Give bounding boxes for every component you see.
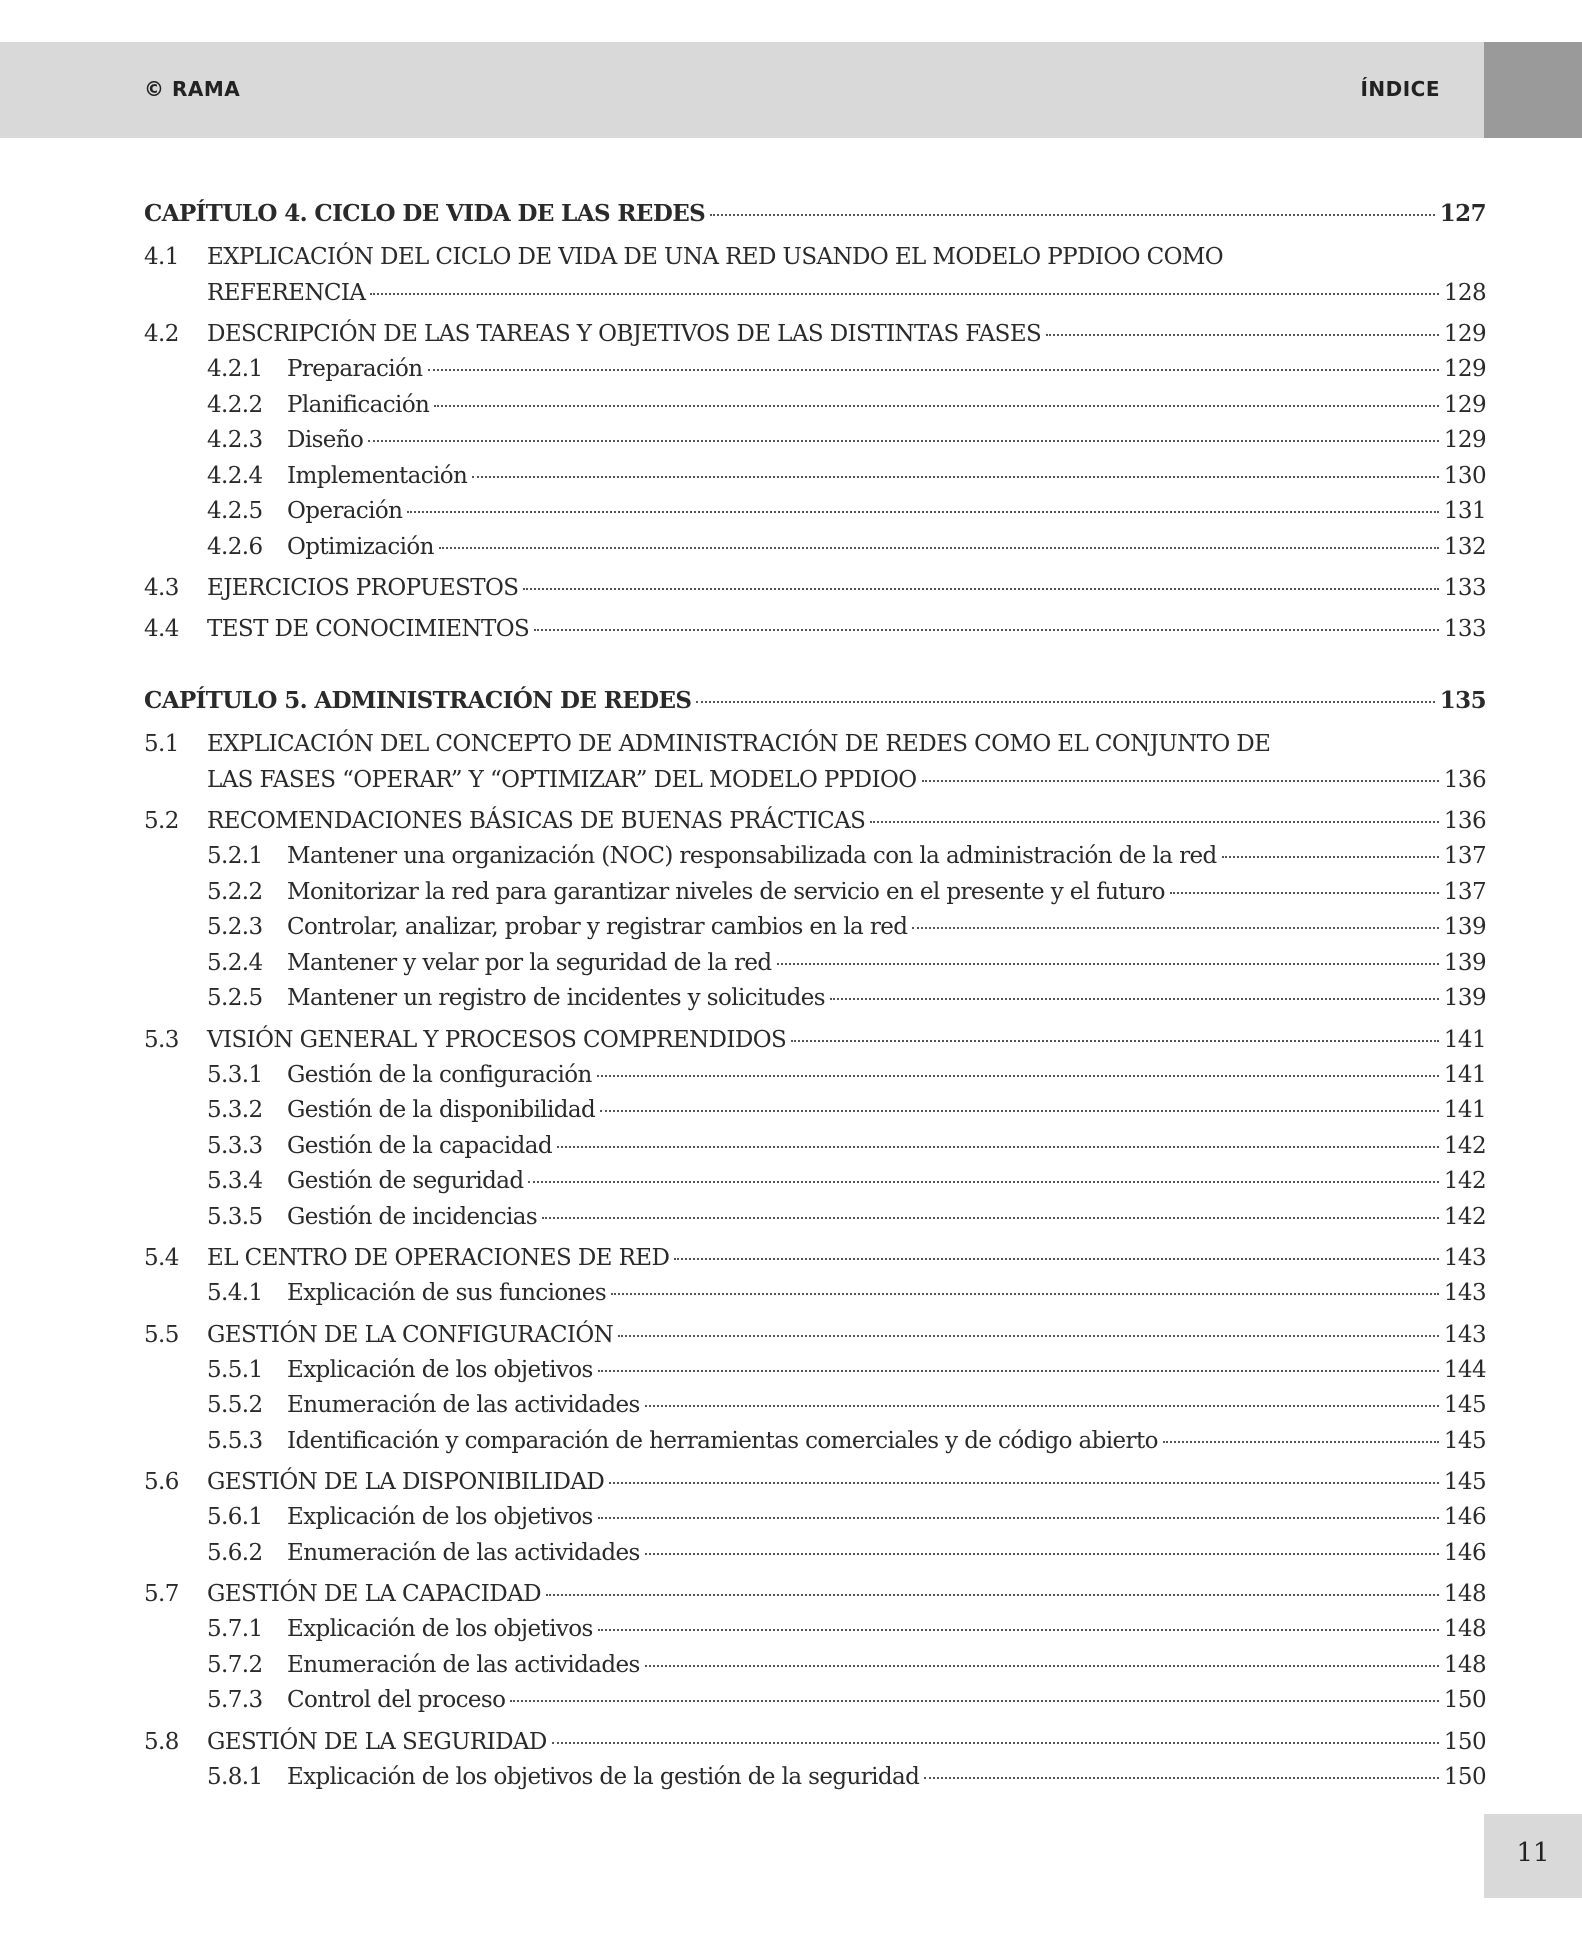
section-number: 5.6 [144, 1469, 179, 1495]
subsection-number: 5.7.2 [207, 1651, 263, 1678]
entry-title: Gestión de la capacidad [287, 1132, 553, 1159]
subsection-entry[interactable] [144, 423, 1486, 459]
entry-page: 144 [1443, 1356, 1486, 1383]
entry-title: Explicación de los objetivos [287, 1504, 593, 1530]
header-section-title: ÍNDICE [1360, 77, 1440, 101]
entry-title: GESTIÓN DE LA SEGURIDAD [207, 1728, 547, 1755]
toc-line [207, 762, 1486, 798]
entry-page: 145 [1443, 1427, 1486, 1454]
toc-line [207, 611, 1486, 647]
entry-title: GESTIÓN DE LA CONFIGURACIÓN [207, 1321, 614, 1348]
toc-line [144, 681, 1486, 721]
subsection-entry[interactable] [144, 1648, 1486, 1684]
section-entry[interactable] [144, 1240, 1486, 1276]
chapter-heading[interactable] [144, 194, 1486, 234]
toc-line [287, 1536, 1486, 1572]
section-number: 4.3 [144, 575, 179, 601]
dot-leader [830, 998, 1439, 1000]
entry-page: 143 [1443, 1280, 1486, 1306]
entry-title: VISIÓN GENERAL Y PROCESOS COMPRENDIDOS [207, 1026, 787, 1053]
section-number: 5.5 [144, 1321, 179, 1348]
entry-title: Explicación de los objetivos de la gestión de la seguridad [287, 1763, 920, 1790]
dot-leader [710, 214, 1435, 216]
entry-title: Gestión de la disponibilidad [287, 1097, 596, 1123]
dot-leader [434, 405, 1439, 407]
entry-page: 141 [1443, 1097, 1486, 1123]
dot-leader [407, 511, 1438, 513]
entry-title: GESTIÓN DE LA DISPONIBILIDAD [207, 1469, 605, 1495]
subsection-number: 5.2.3 [207, 914, 263, 940]
toc-line [287, 388, 1486, 424]
subsection-entry[interactable] [144, 981, 1486, 1017]
page-number: 11 [1516, 1838, 1550, 1868]
dot-leader [777, 963, 1439, 965]
subsection-number: 5.4.1 [207, 1280, 263, 1306]
toc-line [287, 1353, 1486, 1389]
entry-page: 150 [1443, 1687, 1486, 1713]
dot-leader [542, 1217, 1439, 1219]
subsection-entry[interactable] [144, 1058, 1486, 1094]
toc-line [287, 423, 1486, 459]
section-number: 5.8 [144, 1728, 179, 1755]
subsection-number: 5.3.5 [207, 1203, 263, 1230]
subsection-number: 5.8.1 [207, 1763, 263, 1790]
subsection-number: 5.6.1 [207, 1504, 263, 1530]
subsection-entry[interactable] [144, 946, 1486, 982]
section-number: 5.2 [144, 808, 179, 834]
chapter-block [144, 194, 1486, 647]
subsection-number: 5.7.3 [207, 1687, 263, 1713]
entry-page: 128 [1443, 280, 1486, 306]
page-number-box [1484, 1814, 1582, 1898]
dot-leader [922, 780, 1439, 782]
toc-line [287, 459, 1486, 495]
subsection-number: 4.2.5 [207, 498, 263, 524]
subsection-number: 4.2.3 [207, 427, 263, 453]
entry-page: 150 [1443, 1763, 1486, 1790]
dot-leader [510, 1700, 1439, 1702]
dot-leader [1222, 856, 1439, 858]
subsection-entry[interactable] [144, 1129, 1486, 1165]
subsection-number: 5.2.4 [207, 949, 263, 976]
entry-title: EL CENTRO DE OPERACIONES DE RED [207, 1245, 670, 1271]
entry-page: 129 [1443, 391, 1486, 418]
section-number: 5.1 [144, 731, 179, 757]
dot-leader [609, 1482, 1439, 1484]
entry-page: 129 [1443, 427, 1486, 453]
toc-line [287, 1424, 1486, 1460]
entry-title: DESCRIPCIÓN DE LAS TAREAS Y OBJETIVOS DE LAS DISTINTAS FASES [207, 321, 1042, 347]
toc-line [207, 1464, 1486, 1500]
page-header [0, 42, 1582, 138]
entry-title: EJERCICIOS PROPUESTOS [207, 575, 519, 601]
entry-page: 146 [1443, 1504, 1486, 1530]
entry-title: Mantener y velar por la seguridad de la red [287, 949, 772, 976]
subsection-entry[interactable] [144, 1353, 1486, 1389]
section-entry[interactable] [144, 803, 1486, 839]
section-number: 5.7 [144, 1581, 179, 1607]
entry-page: 136 [1443, 767, 1486, 793]
toc-line [144, 194, 1486, 234]
dot-leader [924, 1777, 1439, 1779]
subsection-entry[interactable] [144, 388, 1486, 424]
subsection-number: 5.7.1 [207, 1616, 263, 1642]
subsection-number: 5.3.2 [207, 1097, 263, 1123]
section-entry[interactable] [144, 1576, 1486, 1612]
entry-page: 132 [1443, 533, 1486, 560]
toc-line [287, 1129, 1486, 1165]
entry-title: Enumeración de las actividades [287, 1651, 640, 1678]
toc-line [287, 910, 1486, 946]
toc-line [287, 1648, 1486, 1684]
entry-page: 146 [1443, 1539, 1486, 1566]
dot-leader [557, 1146, 1439, 1148]
subsection-number: 5.6.2 [207, 1539, 263, 1566]
dot-leader [600, 1110, 1439, 1112]
entry-page: 141 [1443, 1026, 1486, 1053]
subsection-number: 5.2.2 [207, 878, 263, 905]
section-entry[interactable] [144, 611, 1486, 647]
subsection-number: 4.2.6 [207, 533, 263, 560]
subsection-entry[interactable] [144, 352, 1486, 388]
subsection-entry[interactable] [144, 839, 1486, 875]
section-entry[interactable] [144, 1022, 1486, 1058]
entry-title: Mantener un registro de incidentes y solicitudes [287, 985, 825, 1011]
subsection-entry[interactable] [144, 875, 1486, 911]
entry-page: 137 [1443, 843, 1486, 869]
dot-leader [534, 629, 1439, 631]
entry-page: 139 [1443, 914, 1486, 940]
entry-title: Enumeración de las actividades [287, 1392, 640, 1418]
toc-line [287, 1164, 1486, 1200]
toc-line [207, 275, 1486, 311]
entry-title: GESTIÓN DE LA CAPACIDAD [207, 1581, 541, 1607]
entry-page: 148 [1443, 1581, 1486, 1607]
toc-line [287, 1388, 1486, 1424]
subsection-entry[interactable] [144, 1093, 1486, 1129]
dot-leader [912, 927, 1438, 929]
entry-page: 139 [1443, 949, 1486, 976]
entry-title: RECOMENDACIONES BÁSICAS DE BUENAS PRÁCTICAS [207, 808, 866, 834]
entry-title: Explicación de los objetivos [287, 1616, 593, 1642]
subsection-number: 5.2.5 [207, 985, 263, 1011]
subsection-number: 5.3.4 [207, 1168, 263, 1194]
dot-leader [370, 293, 1439, 295]
dot-leader [674, 1258, 1439, 1260]
toc-line [287, 1612, 1486, 1648]
entry-title: Identificación y comparación de herramientas comerciales y de código abierto [287, 1427, 1158, 1454]
section-title-line1: EXPLICACIÓN DEL CICLO DE VIDA DE UNA RED USANDO EL MODELO PPDIOO COMO [207, 244, 1224, 270]
entry-title: Explicación de los objetivos [287, 1356, 593, 1383]
subsection-number: 5.5.2 [207, 1392, 263, 1418]
dot-leader [791, 1040, 1439, 1042]
entry-page: 133 [1443, 616, 1486, 642]
entry-title: LAS FASES “OPERAR” Y “OPTIMIZAR” DEL MODELO PPDIOO [207, 767, 917, 793]
entry-title: Explicación de sus funciones [287, 1280, 607, 1306]
dot-leader [472, 476, 1439, 478]
dot-leader [645, 1553, 1439, 1555]
toc-line [287, 530, 1486, 566]
entry-title: Implementación [287, 462, 468, 489]
entry-page: 127 [1439, 200, 1486, 227]
entry-page: 148 [1443, 1651, 1486, 1678]
subsection-entry[interactable] [144, 1424, 1486, 1460]
dot-leader [611, 1293, 1439, 1295]
chapter-block [144, 681, 1486, 1795]
dot-leader [552, 1742, 1439, 1744]
section-entry[interactable] [144, 316, 1486, 352]
dot-leader [598, 1517, 1439, 1519]
subsection-number: 5.5.3 [207, 1427, 263, 1454]
entry-page: 145 [1443, 1392, 1486, 1418]
toc-line [287, 1093, 1486, 1129]
toc-line [207, 1576, 1486, 1612]
entry-title: Control del proceso [287, 1687, 506, 1713]
entry-page: 142 [1443, 1168, 1486, 1194]
subsection-number: 4.2.2 [207, 391, 263, 418]
toc-line [287, 1200, 1486, 1236]
subsection-entry[interactable] [144, 1276, 1486, 1312]
toc-line [287, 875, 1486, 911]
subsection-number: 5.3.3 [207, 1132, 263, 1159]
chapter-heading[interactable] [144, 681, 1486, 721]
header-publisher: © RAMA [144, 77, 241, 101]
entry-page: 129 [1443, 356, 1486, 382]
entry-title: Optimización [287, 533, 434, 560]
dot-leader [870, 821, 1439, 823]
header-tab [1484, 42, 1582, 138]
entry-page: 148 [1443, 1616, 1486, 1642]
entry-title: Mantener una organización (NOC) responsabilizada con la administración de la red [287, 843, 1217, 869]
entry-title: CAPÍTULO 5. ADMINISTRACIÓN DE REDES [144, 687, 692, 714]
toc-line [207, 1724, 1486, 1760]
section-number: 4.4 [144, 616, 179, 642]
section-entry[interactable] [144, 726, 1486, 798]
dot-leader [428, 369, 1439, 371]
subsection-entry[interactable] [144, 1388, 1486, 1424]
toc-line [287, 494, 1486, 530]
subsection-number: 5.2.1 [207, 843, 263, 869]
subsection-entry[interactable] [144, 1500, 1486, 1536]
entry-title: Operación [287, 498, 403, 524]
entry-page: 135 [1439, 687, 1486, 714]
entry-page: 143 [1443, 1245, 1486, 1271]
subsection-entry[interactable] [144, 1683, 1486, 1719]
toc-line [207, 1317, 1486, 1353]
toc-line [287, 1683, 1486, 1719]
subsection-number: 5.3.1 [207, 1061, 263, 1088]
subsection-entry[interactable] [144, 459, 1486, 495]
toc-line [207, 316, 1486, 352]
subsection-entry[interactable] [144, 1612, 1486, 1648]
toc-line [287, 946, 1486, 982]
subsection-number: 4.2.4 [207, 462, 263, 489]
entry-page: 145 [1443, 1469, 1486, 1495]
subsection-entry[interactable] [144, 530, 1486, 566]
dot-leader [645, 1665, 1439, 1667]
entry-page: 129 [1443, 321, 1486, 347]
entry-page: 136 [1443, 808, 1486, 834]
toc-line [207, 570, 1486, 606]
entry-page: 133 [1443, 575, 1486, 601]
toc-line [207, 1240, 1486, 1276]
dot-leader [598, 1370, 1439, 1372]
entry-title: Gestión de seguridad [287, 1168, 524, 1194]
entry-page: 139 [1443, 985, 1486, 1011]
table-of-contents [144, 194, 1486, 1799]
dot-leader [523, 588, 1438, 590]
entry-title: Gestión de incidencias [287, 1203, 538, 1230]
subsection-entry[interactable] [144, 1760, 1486, 1796]
section-entry[interactable] [144, 239, 1486, 311]
toc-line [287, 1276, 1486, 1312]
entry-page: 137 [1443, 878, 1486, 905]
dot-leader [1046, 334, 1439, 336]
entry-page: 131 [1443, 498, 1486, 524]
entry-title: REFERENCIA [207, 280, 366, 306]
entry-title: Planificación [287, 391, 430, 418]
toc-line [287, 352, 1486, 388]
section-title-line1: EXPLICACIÓN DEL CONCEPTO DE ADMINISTRACIÓN DE REDES COMO EL CONJUNTO DE [207, 731, 1271, 757]
subsection-entry[interactable] [144, 494, 1486, 530]
section-entry[interactable] [144, 1724, 1486, 1760]
section-entry[interactable] [144, 570, 1486, 606]
entry-title: Controlar, analizar, probar y registrar cambios en la red [287, 914, 908, 940]
toc-line [207, 1022, 1486, 1058]
toc-line [287, 981, 1486, 1017]
entry-title: CAPÍTULO 4. CICLO DE VIDA DE LAS REDES [144, 200, 706, 227]
dot-leader [528, 1181, 1438, 1183]
dot-leader [1163, 1441, 1439, 1443]
toc-line [287, 1058, 1486, 1094]
subsection-number: 5.5.1 [207, 1356, 263, 1383]
subsection-entry[interactable] [144, 1164, 1486, 1200]
dot-leader [618, 1335, 1439, 1337]
entry-page: 130 [1443, 462, 1486, 489]
section-number: 4.1 [144, 244, 179, 270]
dot-leader [645, 1405, 1439, 1407]
dot-leader [1170, 892, 1439, 894]
dot-leader [546, 1594, 1439, 1596]
entry-page: 142 [1443, 1203, 1486, 1230]
subsection-entry[interactable] [144, 1536, 1486, 1572]
entry-page: 143 [1443, 1321, 1486, 1348]
subsection-number: 4.2.1 [207, 356, 263, 382]
dot-leader [696, 701, 1434, 703]
section-entry[interactable] [144, 1317, 1486, 1353]
section-number: 5.4 [144, 1245, 179, 1271]
section-number: 4.2 [144, 321, 179, 347]
entry-title: Monitorizar la red para garantizar niveles de servicio en el presente y el futuro [287, 878, 1165, 905]
toc-line [287, 839, 1486, 875]
dot-leader [598, 1629, 1439, 1631]
entry-title: Diseño [287, 427, 364, 453]
dot-leader [439, 547, 1439, 549]
entry-title: Preparación [287, 356, 423, 382]
section-number: 5.3 [144, 1026, 179, 1053]
toc-line [287, 1760, 1486, 1796]
subsection-entry[interactable] [144, 1200, 1486, 1236]
section-entry[interactable] [144, 1464, 1486, 1500]
dot-leader [597, 1075, 1439, 1077]
entry-title: TEST DE CONOCIMIENTOS [207, 616, 530, 642]
toc-line [287, 1500, 1486, 1536]
subsection-entry[interactable] [144, 910, 1486, 946]
entry-page: 141 [1443, 1061, 1486, 1088]
entry-title: Enumeración de las actividades [287, 1539, 640, 1566]
entry-title: Gestión de la configuración [287, 1061, 592, 1088]
dot-leader [368, 440, 1439, 442]
toc-line [207, 803, 1486, 839]
entry-page: 150 [1443, 1728, 1486, 1755]
entry-page: 142 [1443, 1132, 1486, 1159]
